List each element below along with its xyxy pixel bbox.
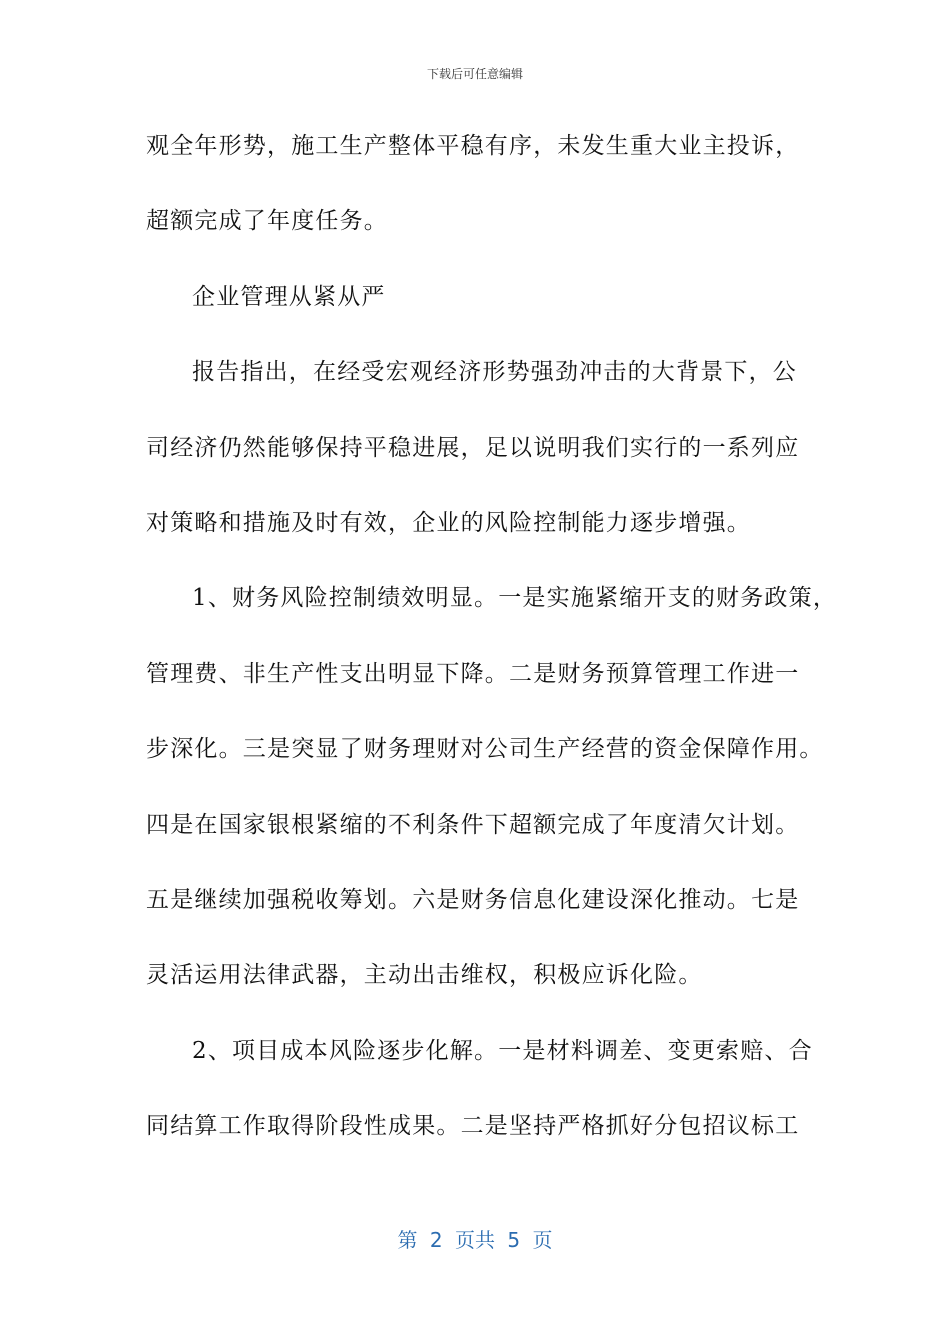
text-line-5: 司经济仍然能够保持平稳进展，足以说明我们实行的一系列应 <box>146 434 800 461</box>
footer-prefix: 第 <box>397 1228 418 1252</box>
text-line-9: 步深化。三是突显了财务理财对公司生产经营的资金保障作用。 <box>146 736 824 763</box>
footer-middle: 页共 <box>455 1228 495 1252</box>
text-line-4: 报告指出，在经受宏观经济形势强劲冲击的大背景下，公 <box>192 359 797 386</box>
section-heading: 企业管理从紧从严 <box>192 283 386 310</box>
text-line-6: 对策略和措施及时有效，企业的风险控制能力逐步增强。 <box>146 509 751 536</box>
text-line-13: 2、项目成本风险逐步化解。一是材料调差、变更索赔、合 <box>192 1037 813 1064</box>
text-line-7: 1、财务风险控制绩效明显。一是实施紧缩开支的财务政策， <box>192 585 838 612</box>
text-line-11: 五是继续加强税收筹划。六是财务信息化建设深化推动。七是 <box>146 886 800 913</box>
text-line-10: 四是在国家银根紧缩的不利条件下超额完成了年度清欠计划。 <box>146 811 800 838</box>
text-line-14: 同结算工作取得阶段性成果。二是坚持严格抓好分包招议标工 <box>146 1113 800 1140</box>
current-page-number: 2 <box>429 1228 443 1252</box>
text-line-1: 观全年形势，施工生产整体平稳有序，未发生重大业主投诉， <box>146 133 800 159</box>
text-line-12: 灵活运用法律武器，主动出击维权，积极应诉化险。 <box>146 962 703 989</box>
footer-suffix: 页 <box>532 1228 553 1252</box>
page-header: 下载后可任意编辑 <box>426 67 523 81</box>
text-line-8: 管理费、非生产性支出明显下降。二是财务预算管理工作进一 <box>146 660 800 687</box>
text-line-2: 超额完成了年度任务。 <box>146 208 388 235</box>
document-body <box>146 126 838 1181</box>
total-pages-number: 5 <box>507 1228 521 1252</box>
page-footer <box>0 1226 950 1254</box>
